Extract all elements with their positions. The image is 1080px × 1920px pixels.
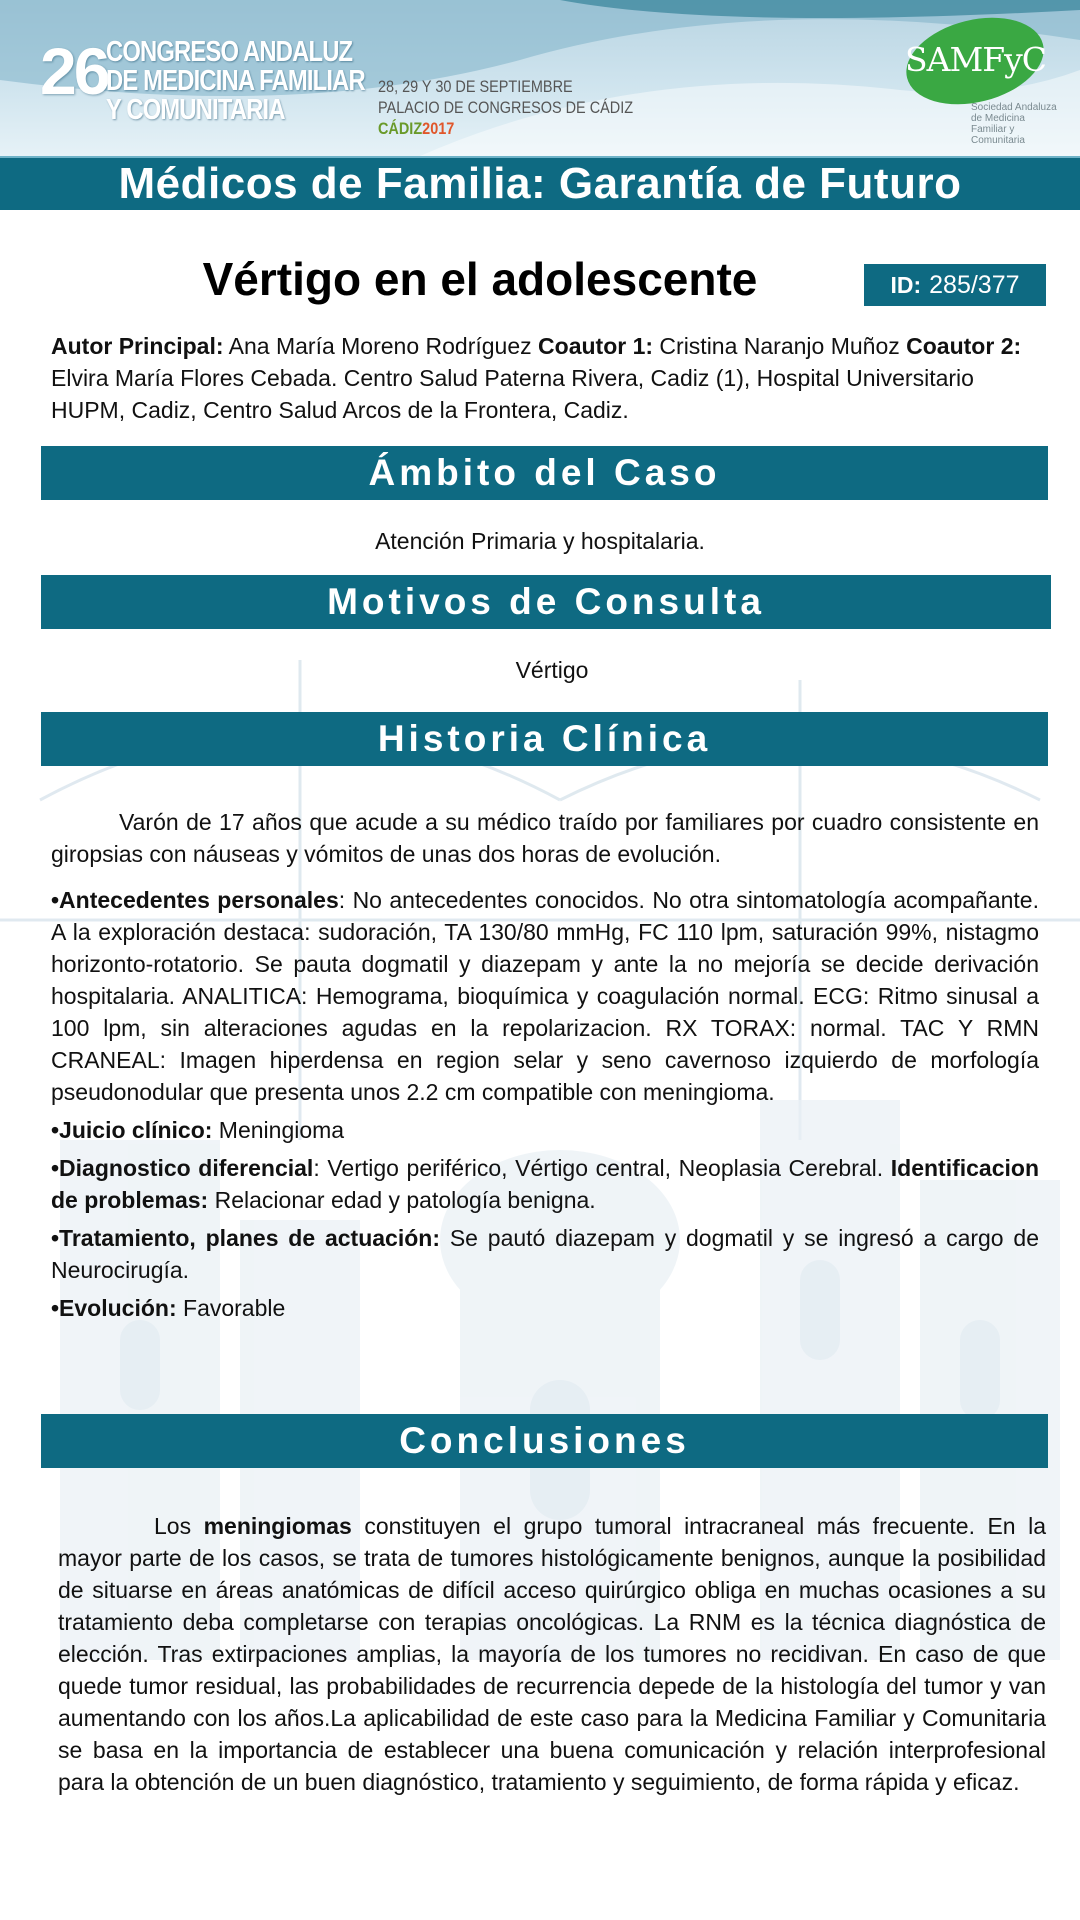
historia-antecedentes xyxy=(51,884,1039,1108)
juicio-label: •Juicio clínico: xyxy=(51,1117,213,1143)
id-value: 285/377 xyxy=(929,271,1020,299)
samfyc-logo xyxy=(905,20,1057,146)
authors-block xyxy=(51,330,1035,426)
historia-body xyxy=(51,806,1039,1324)
conclusiones-body xyxy=(58,1510,1046,1798)
poster-id-badge xyxy=(864,264,1046,306)
poster-title: Vértigo en el adolescente xyxy=(202,253,758,305)
congress-city xyxy=(378,118,633,139)
congress-title-line: Y COMUNITARIA xyxy=(106,94,285,126)
identificacion-label: Identificacion de problemas: xyxy=(51,1155,1039,1213)
coauthor1: Cristina Naranjo Muñoz xyxy=(659,333,900,359)
identificacion-text: Relacionar edad y patología benigna. xyxy=(208,1187,596,1213)
historia-diagnostico xyxy=(51,1152,1039,1216)
motivos-text: Vértigo xyxy=(515,657,589,683)
diagnostico-label: •Diagnostico diferencial xyxy=(51,1155,314,1181)
antecedentes-text: : No antecedentes conocidos. No otra sintomatología acompañante. A la exploración destaca: sudoración, TA 130/80 mmHg, FC 110 lpm, saturación 99%, nistagmo horizonto-rotatorio. Se pauta dogmatil y diazepam y ante la no mejoría se decide derivación hospitalaria. ANALITICA: Hemograma, bioquímica y coagulación normal. ECG: Ritmo sinusal a 100 lpm, sin alteraciones agudas en la repolarizacion. RX TORAX: normal. TAC Y RMN CRANEAL: Imagen hiperdensa en region selar y seno cavernoso izquierdo de morfología pseudonodular que presenta unos 2.2 cm compatible con meningioma. xyxy=(51,887,1039,1105)
historia-intro: Varón de 17 años que acude a su médico traído por familiares por cuadro consistente en giropsias con náuseas y vómitos de unas dos horas de evolución. xyxy=(51,809,1039,867)
conclusiones-lead: Los xyxy=(154,1513,204,1539)
city-name: CÁDIZ xyxy=(378,119,423,138)
historia-tratamiento xyxy=(51,1222,1039,1286)
city-year: 2017 xyxy=(422,119,455,138)
section-heading-conclusiones: Conclusiones xyxy=(41,1414,1048,1468)
id-label: ID: xyxy=(890,272,922,298)
coauthor2-label: Coautor 2: xyxy=(906,333,1022,359)
slogan-band xyxy=(0,156,1080,210)
conclusiones-paragraph: constituyen el grupo tumoral intracraneal más frecuente. En la mayor parte de los casos, se trata de tumores histológicamente benignos, aunque la posibilidad de situarse en áreas anatómicas de difícil acceso quirúrgico obliga en muchas ocasiones a su tratamiento deba completarse con terapias oncológicas. La RNM es la técnica diagnóstica de elección. Tras extirpaciones amplias, la mayoría de los tumores no recidivan. En caso de que quede tumor residual, las probabilidades de recurrencia depede de la histología del tumor y van aumentando con los años.La aplicabilidad de este caso para la Medicina Familiar y Comunitaria se basa en la importancia de establecer una buena comunicación y relación interprofesional para la obtención de un buen diagnóstico, tratamiento y seguimiento, de forma rápida y eficaz. xyxy=(58,1513,1046,1795)
congress-edition-number: 26 xyxy=(40,34,108,108)
conclusiones-bold-term: meningiomas xyxy=(203,1513,352,1539)
congress-title-line: CONGRESO ANDALUZ xyxy=(106,36,353,68)
section-heading-ambito: Ámbito del Caso xyxy=(41,446,1048,500)
evolucion-label: •Evolución: xyxy=(51,1295,177,1321)
antecedentes-label: •Antecedentes personales xyxy=(51,887,339,913)
juicio-text: Meningioma xyxy=(212,1117,345,1143)
conclusiones-text xyxy=(58,1510,1046,1798)
logo-text: SAMFyC xyxy=(905,40,1047,79)
logo-subtitle: Sociedad Andaluza de Medicina Familiar y Comunitaria xyxy=(971,102,1057,146)
ambito-text: Atención Primaria y hospitalaria. xyxy=(375,528,705,554)
congress-header xyxy=(0,0,1080,156)
evolucion-text: Favorable xyxy=(176,1295,286,1321)
principal-author-label: Autor Principal: xyxy=(51,333,224,359)
tratamiento-label: •Tratamiento, planes de actuación: xyxy=(51,1225,440,1251)
coauthor2-and-centers: Elvira María Flores Cebada. Centro Salud Paterna Rivera, Cadiz (1), Hospital Universitario HUPM, Cadiz, Centro Salud Arcos de la Frontera, Cadiz. xyxy=(51,365,974,423)
congress-venue: PALACIO DE CONGRESOS DE CÁDIZ xyxy=(378,98,634,117)
section-heading-historia: Historia Clínica xyxy=(41,712,1048,766)
slogan: Médicos de Familia: Garantía de Futuro xyxy=(118,159,962,208)
congress-dates-venue xyxy=(378,76,633,139)
congress-title xyxy=(106,36,365,126)
principal-author: Ana María Moreno Rodríguez xyxy=(228,333,532,359)
diagnostico-text: : Vertigo periférico, Vértigo central, Neoplasia Cerebral. xyxy=(313,1155,891,1181)
historia-juicio xyxy=(51,1114,1039,1146)
tratamiento-text: Se pautó diazepam y dogmatil y se ingresó a cargo de Neurocirugía. xyxy=(51,1225,1040,1283)
historia-evolucion xyxy=(51,1292,1039,1324)
section-heading-motivos: Motivos de Consulta xyxy=(41,575,1051,629)
congress-title-line: DE MEDICINA FAMILIAR xyxy=(106,65,365,97)
coauthor1-label: Coautor 1: xyxy=(538,333,654,359)
congress-dates: 28, 29 Y 30 DE SEPTIEMBRE xyxy=(378,77,573,96)
